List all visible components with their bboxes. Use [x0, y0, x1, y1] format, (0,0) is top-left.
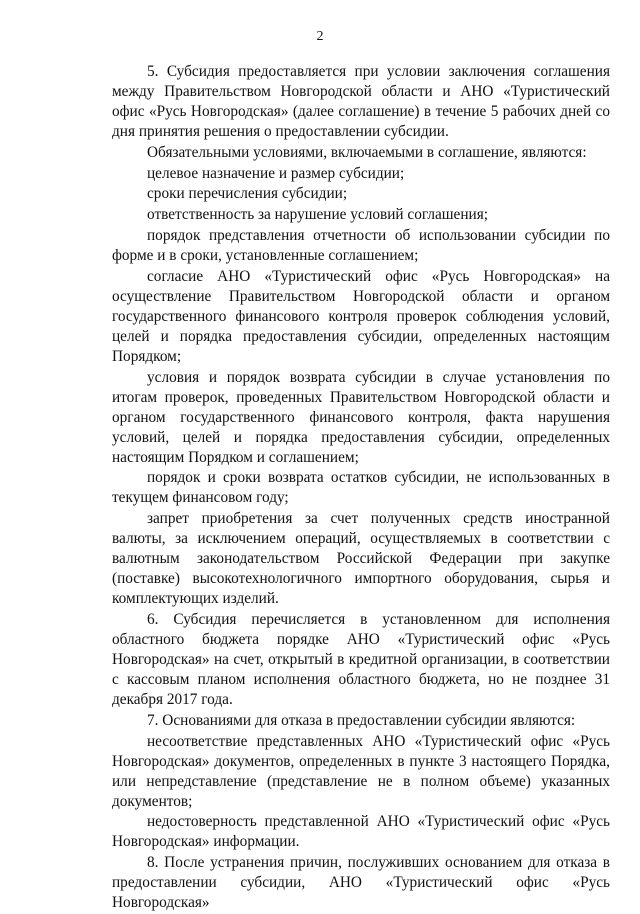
paragraph-6-transfer: 6. Субсидия перечисляется в установленном для исполнения областного бюджета порядке АНО «Туристический офис «Русь Новгородская» на счет, открытый в кредитной организации, в соответствии с кассовым планом исполнения областного бюджета, но не позднее 31 декабря 2017 года.	[112, 610, 610, 708]
paragraph-mandatory-conditions: Обязательными условиями, включаемыми в соглашение, являются:	[147, 143, 587, 161]
document-body	[112, 62, 610, 914]
condition-currency-ban: запрет приобретения за счет полученных средств иностранной валюты, за исключением операций, осуществляемых в соответствии с валютным законодательством Российской Федерации при закупке (поставке) высокотехнологичного импортного оборудования, сырья и комплектующих изделий.	[112, 510, 610, 608]
paragraph-8-resubmission: 8. После устранения причин, послуживших основанием для отказа в предоставлении субсидии, АНО «Туристический офис «Русь Новгородская»	[112, 854, 610, 912]
condition-liability: ответственность за нарушение условий соглашения;	[147, 206, 489, 224]
condition-purpose-amount: целевое назначение и размер субсидии;	[147, 164, 405, 182]
refusal-ground-inaccuracy: недостоверность представленной АНО «Туристический офис «Русь Новгородская» информации.	[112, 813, 610, 851]
condition-remainder-return: порядок и сроки возврата остатков субсидии, не использованных в текущем финансовом году;	[112, 469, 610, 507]
condition-consent-audit: согласие АНО «Туристический офис «Русь Новгородская» на осуществление Правительством Новгородской области и органом государственного финансового контроля проверок соблюдения условий, целей и порядка предоставления субсидии, определенных настоящим Порядком;	[112, 267, 610, 365]
paragraph-5-intro: 5. Субсидия предоставляется при условии заключения соглашения между Правительством Новгородской области и АНО «Туристический офис «Русь Новгородская» (далее соглашение) в течение 5 рабочих дней со дня принятия решения о предоставлении субсидии.	[112, 63, 610, 140]
condition-transfer-dates: сроки перечисления субсидии;	[147, 185, 348, 203]
condition-reporting: порядок представления отчетности об использовании субсидии по форме и в сроки, установленные соглашением;	[112, 226, 610, 264]
condition-refund: условия и порядок возврата субсидии в случае установления по итогам проверок, проведенных Правительством Новгородской области и органом государственного финансового контроля, факта нарушения условий, целей и порядка предоставления субсидии, определенных настоящим Порядком и соглашением;	[112, 368, 610, 466]
refusal-ground-documents: несоответствие представленных АНО «Туристический офис «Русь Новгородская» документов, определенных в пункте 3 настоящего Порядка, или непредставление (представление не в полном объеме) указанных документов;	[112, 732, 610, 810]
page-number: 2	[316, 29, 324, 44]
paragraph-7-refusal-grounds: 7. Основаниями для отказа в предоставлении субсидии являются:	[147, 711, 576, 729]
